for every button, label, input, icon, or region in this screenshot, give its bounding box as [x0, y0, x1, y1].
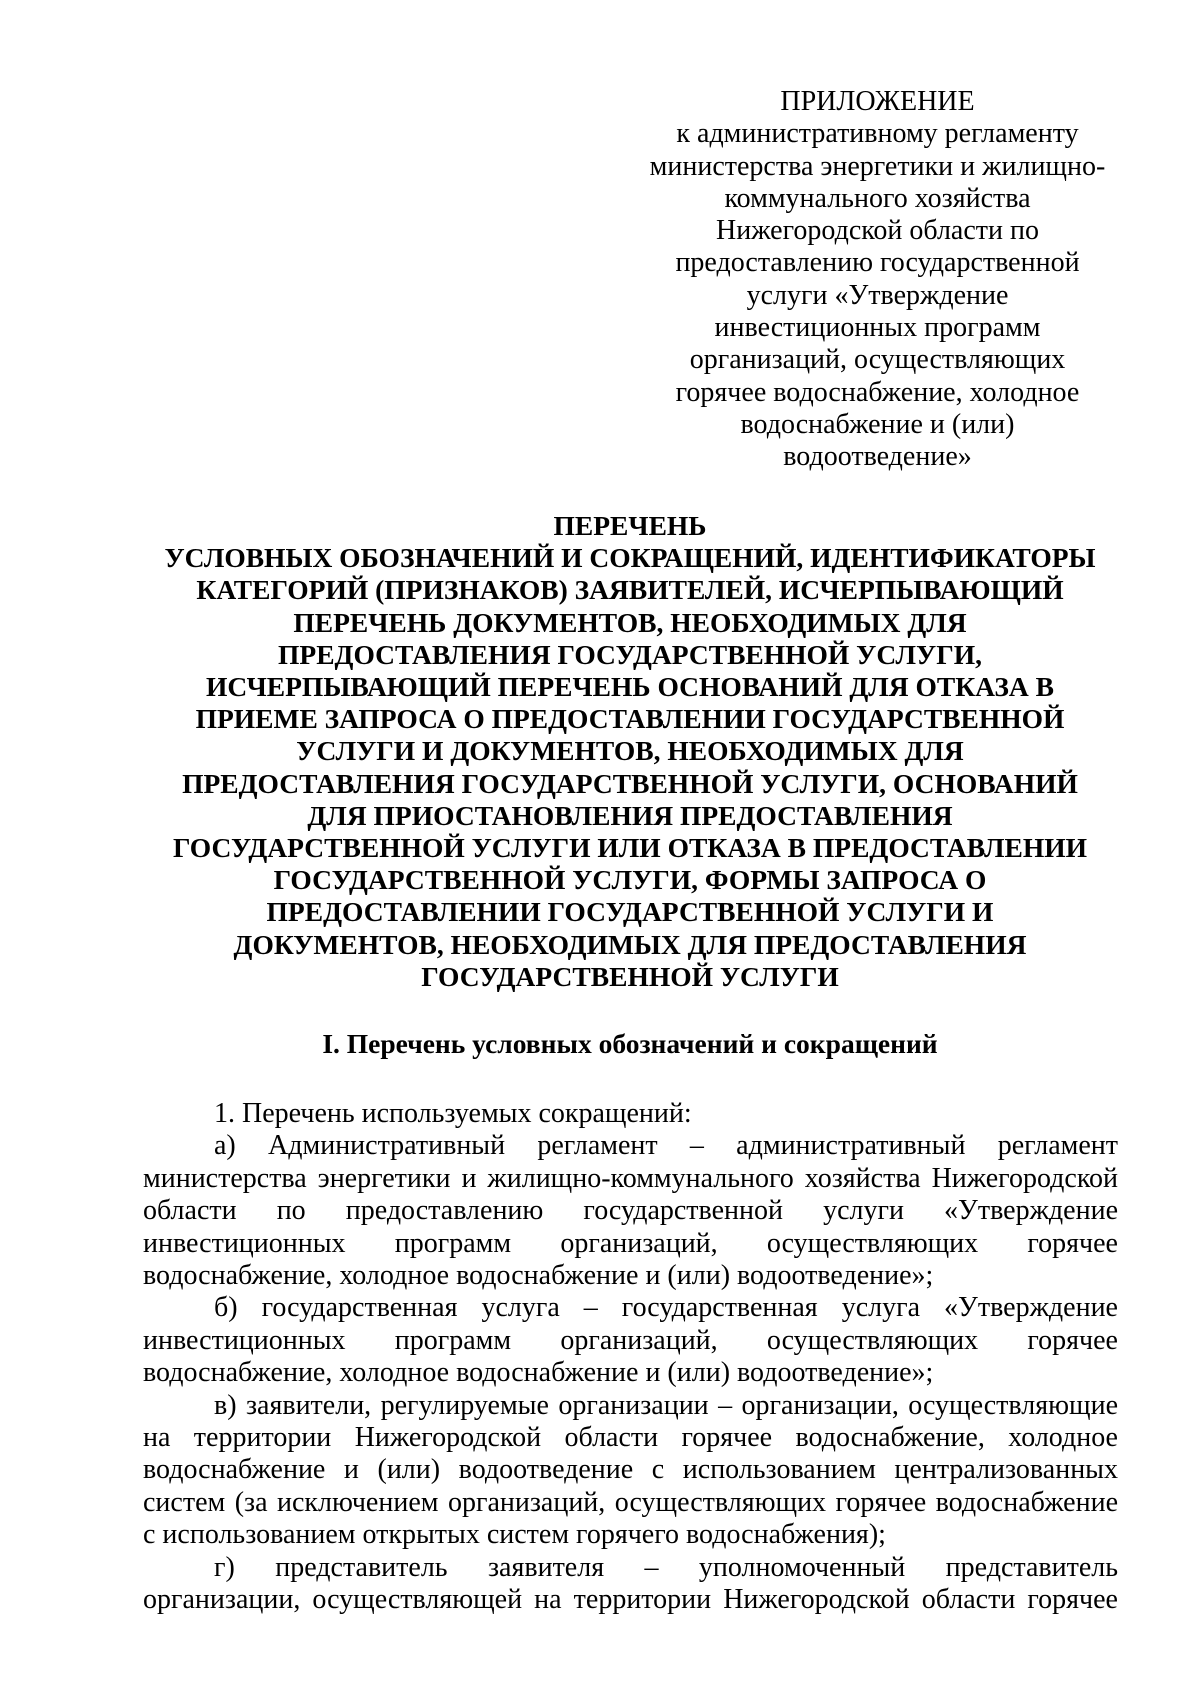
text-line: области по предоставлению государственной услуги «Утверждение: [143, 1195, 1118, 1227]
text-line: министерства энергетики и жилищно-коммунального хозяйства Нижегородской: [143, 1162, 1118, 1194]
appendix-line: к административному регламенту: [676, 118, 1079, 150]
text-line: инвестиционных программ организаций, осуществляющих горячее: [143, 1227, 1118, 1259]
title-line: ИСЧЕРПЫВАЮЩИЙ ПЕРЕЧЕНЬ ОСНОВАНИЙ ДЛЯ ОТКАЗА В: [206, 671, 1054, 703]
appendix-line: Нижегородской области по: [715, 215, 1039, 247]
text-line: систем (за исключением организаций, осуществляющих горячее водоснабжение: [143, 1486, 1118, 1518]
text-line: в) заявители, регулируемые организации – организации, осуществляющие: [214, 1389, 1118, 1421]
title-line: КАТЕГОРИЙ (ПРИЗНАКОВ) ЗАЯВИТЕЛЕЙ, ИСЧЕРПЫВАЮЩИЙ: [196, 574, 1064, 606]
paragraph-item-g: [143, 1552, 1118, 1617]
appendix-line: ПРИЛОЖЕНИЕ: [780, 86, 975, 117]
text-line: г) представитель заявителя – уполномоченный представитель: [214, 1551, 1118, 1583]
text-line: инвестиционных программ организаций, осуществляющих горячее: [143, 1324, 1118, 1356]
text-line: а) Административный регламент – административный регламент: [214, 1130, 1118, 1162]
text-line: с использованием открытых систем горячего водоснабжения);: [143, 1519, 886, 1551]
paragraph-intro: 1. Перечень используемых сокращений:: [214, 1098, 692, 1129]
title-line: ПРИЕМЕ ЗАПРОСА О ПРЕДОСТАВЛЕНИИ ГОСУДАРСТВЕННОЙ: [195, 703, 1065, 735]
title-line: УСЛОВНЫХ ОБОЗНАЧЕНИЙ И СОКРАЩЕНИЙ, ИДЕНТИФИКАТОРЫ: [164, 542, 1096, 574]
appendix-line: горячее водоснабжение, холодное: [675, 376, 1080, 408]
appendix-line: министерства энергетики и жилищно-: [649, 150, 1106, 182]
text-line: водоснабжение и (или) водоотведение с использованием централизованных: [143, 1454, 1118, 1486]
appendix-line: водоотведение»: [783, 441, 972, 473]
paragraph-item-b: [143, 1292, 1118, 1389]
title-line: ДЛЯ ПРИОСТАНОВЛЕНИЯ ПРЕДОСТАВЛЕНИЯ: [307, 799, 953, 831]
appendix-header: [640, 86, 1115, 474]
title-line: ПРЕДОСТАВЛЕНИЯ ГОСУДАРСТВЕННОЙ УСЛУГИ, ОСНОВАНИЙ: [182, 767, 1078, 799]
appendix-line: водоснабжение и (или): [740, 408, 1015, 440]
section-heading: I. Перечень условных обозначений и сокращений: [322, 1028, 938, 1059]
paragraph-item-a: [143, 1130, 1118, 1292]
title-line: ГОСУДАРСТВЕННОЙ УСЛУГИ ИЛИ ОТКАЗА В ПРЕДОСТАВЛЕНИИ: [172, 832, 1088, 864]
title-line: ГОСУДАРСТВЕННОЙ УСЛУГИ: [421, 960, 839, 992]
title-line: УСЛУГИ И ДОКУМЕНТОВ, НЕОБХОДИМЫХ ДЛЯ: [296, 735, 964, 767]
text-line: на территории Нижегородской области горячее водоснабжение, холодное: [143, 1422, 1118, 1454]
title-line: ДОКУМЕНТОВ, НЕОБХОДИМЫХ ДЛЯ ПРЕДОСТАВЛЕНИЯ: [233, 928, 1027, 960]
title-line: ПРЕДОСТАВЛЕНИЯ ГОСУДАРСТВЕННОЙ УСЛУГИ,: [278, 638, 982, 670]
appendix-line: коммунального хозяйства: [724, 182, 1031, 214]
document-body: [143, 1098, 1118, 1617]
appendix-line: инвестиционных программ: [714, 312, 1041, 344]
appendix-line: организаций, осуществляющих: [689, 344, 1066, 376]
text-line: водоснабжение, холодное водоснабжение и (или) водоотведение»;: [143, 1357, 934, 1389]
title-line: ПЕРЕЧЕНЬ ДОКУМЕНТОВ, НЕОБХОДИМЫХ ДЛЯ: [293, 606, 967, 638]
text-line: б) государственная услуга – государственная услуга «Утверждение: [214, 1292, 1118, 1324]
paragraph-item-v: [143, 1390, 1118, 1552]
title-line: ГОСУДАРСТВЕННОЙ УСЛУГИ, ФОРМЫ ЗАПРОСА О: [273, 864, 987, 896]
appendix-line: услуги «Утверждение: [746, 279, 1009, 311]
document-title: [100, 510, 1160, 993]
title-line: ПЕРЕЧЕНЬ: [553, 510, 707, 541]
text-line: организации, осуществляющей на территории Нижегородской области горячее: [143, 1584, 1118, 1616]
title-line: ПРЕДОСТАВЛЕНИИ ГОСУДАРСТВЕННОЙ УСЛУГИ И: [266, 896, 994, 928]
appendix-line: предоставлению государственной: [675, 247, 1080, 279]
text-line: водоснабжение, холодное водоснабжение и (или) водоотведение»;: [143, 1260, 934, 1292]
